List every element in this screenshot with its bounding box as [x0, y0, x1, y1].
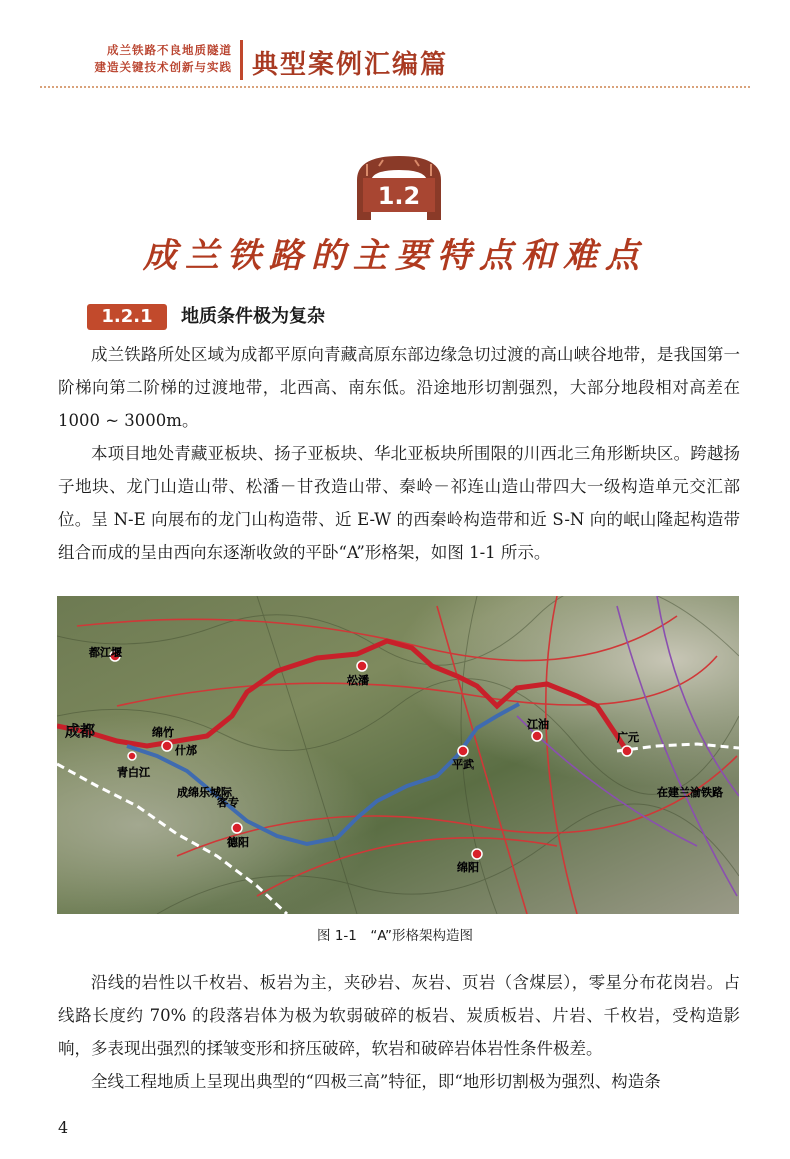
label-qingbaijiang: 青白江 [117, 766, 150, 779]
page-header [0, 0, 790, 100]
label-dujiangyan: 都江堰 [89, 646, 122, 659]
label-guangyuan: 广元 [617, 731, 639, 744]
page-number: 4 [58, 1118, 69, 1137]
tectonic-map [57, 596, 739, 914]
header-rule [40, 86, 750, 88]
station-jiangyou [532, 731, 542, 741]
station-songpan [357, 661, 367, 671]
station-shifang [162, 741, 172, 751]
paragraph-1: 成兰铁路所处区域为成都平原向青藏高原东部边缘急切过渡的高山峡谷地带，是我国第一阶梯向第二阶梯的过渡地带，北西高、南东低。沿途地形切割强烈，大部分地段相对高差在 1000 ~ 3000m。 [58, 345, 740, 430]
label-deyang: 德阳 [227, 836, 249, 849]
label-jiangyou: 江油 [527, 718, 549, 731]
label-chengluo: 成绵乐城际 [177, 786, 232, 799]
section-number: 1.2 [377, 182, 421, 210]
label-mianzhu: 绵竹 [152, 726, 174, 739]
station-qingbaijiang [128, 752, 136, 760]
tectonic-map-figure [57, 596, 739, 914]
label-songpan: 松潘 [347, 674, 369, 687]
book-title-line2: 建造关键技术创新与实践 [94, 60, 232, 74]
paragraph-2: 本项目地处青藏亚板块、扬子亚板块、华北亚板块所围限的川西北三角形断块区。跨越扬子地块、龙门山造山带、松潘－甘孜造山带、秦岭－祁连山造山带四大一级构造单元交汇部位。呈 N-E 向展布的龙门山构造带、近 E-W 的西秦岭构造带和近 S-N 向的岷山隆起构造带组合而成的呈由西向东逐渐收敛的平卧“A”形格架，如图 1-1 所示。 [58, 444, 740, 562]
label-kezhuan: 客专 [217, 796, 239, 809]
label-pingwu: 平武 [452, 758, 474, 771]
station-guangyuan [622, 746, 632, 756]
book-title-line1: 成兰铁路不良地质隧道 [107, 43, 232, 57]
station-pingwu [458, 746, 468, 756]
label-mianyang: 绵阳 [457, 861, 479, 874]
section-label: 典型案例汇编篇 [252, 50, 449, 80]
label-shifang: 什邡 [175, 744, 197, 757]
subsection-number: 1.2.1 [87, 304, 167, 330]
paragraph-4: 全线工程地质上呈现出典型的“四极三高”特征，即“地形切割极为强烈、构造条 [91, 1072, 661, 1091]
book-title [42, 42, 232, 76]
header-divider [240, 40, 243, 80]
paragraph-3: 沿线的岩性以千枚岩、板岩为主，夹砂岩、灰岩、页岩（含煤层），零星分布花岗岩。占线路长度约 70% 的段落岩体为极为软弱破碎的板岩、炭质板岩、片岩、千枚岩，受构造影响，多表现出强烈的揉皱变形和挤压破碎，软岩和破碎岩体岩性条件极差。 [58, 973, 740, 1058]
station-deyang [232, 823, 242, 833]
figure-caption: 图 1-1 “A”形格架构造图 [317, 928, 473, 944]
section-title: 成兰铁路的主要特点和难点 [143, 236, 647, 276]
label-chengdu: 成都 [65, 722, 96, 740]
station-mianyang [472, 849, 482, 859]
section-number-badge [353, 152, 445, 220]
label-zaijian: 在建兰渝铁路 [657, 786, 723, 799]
subsection-title: 地质条件极为复杂 [181, 306, 325, 327]
